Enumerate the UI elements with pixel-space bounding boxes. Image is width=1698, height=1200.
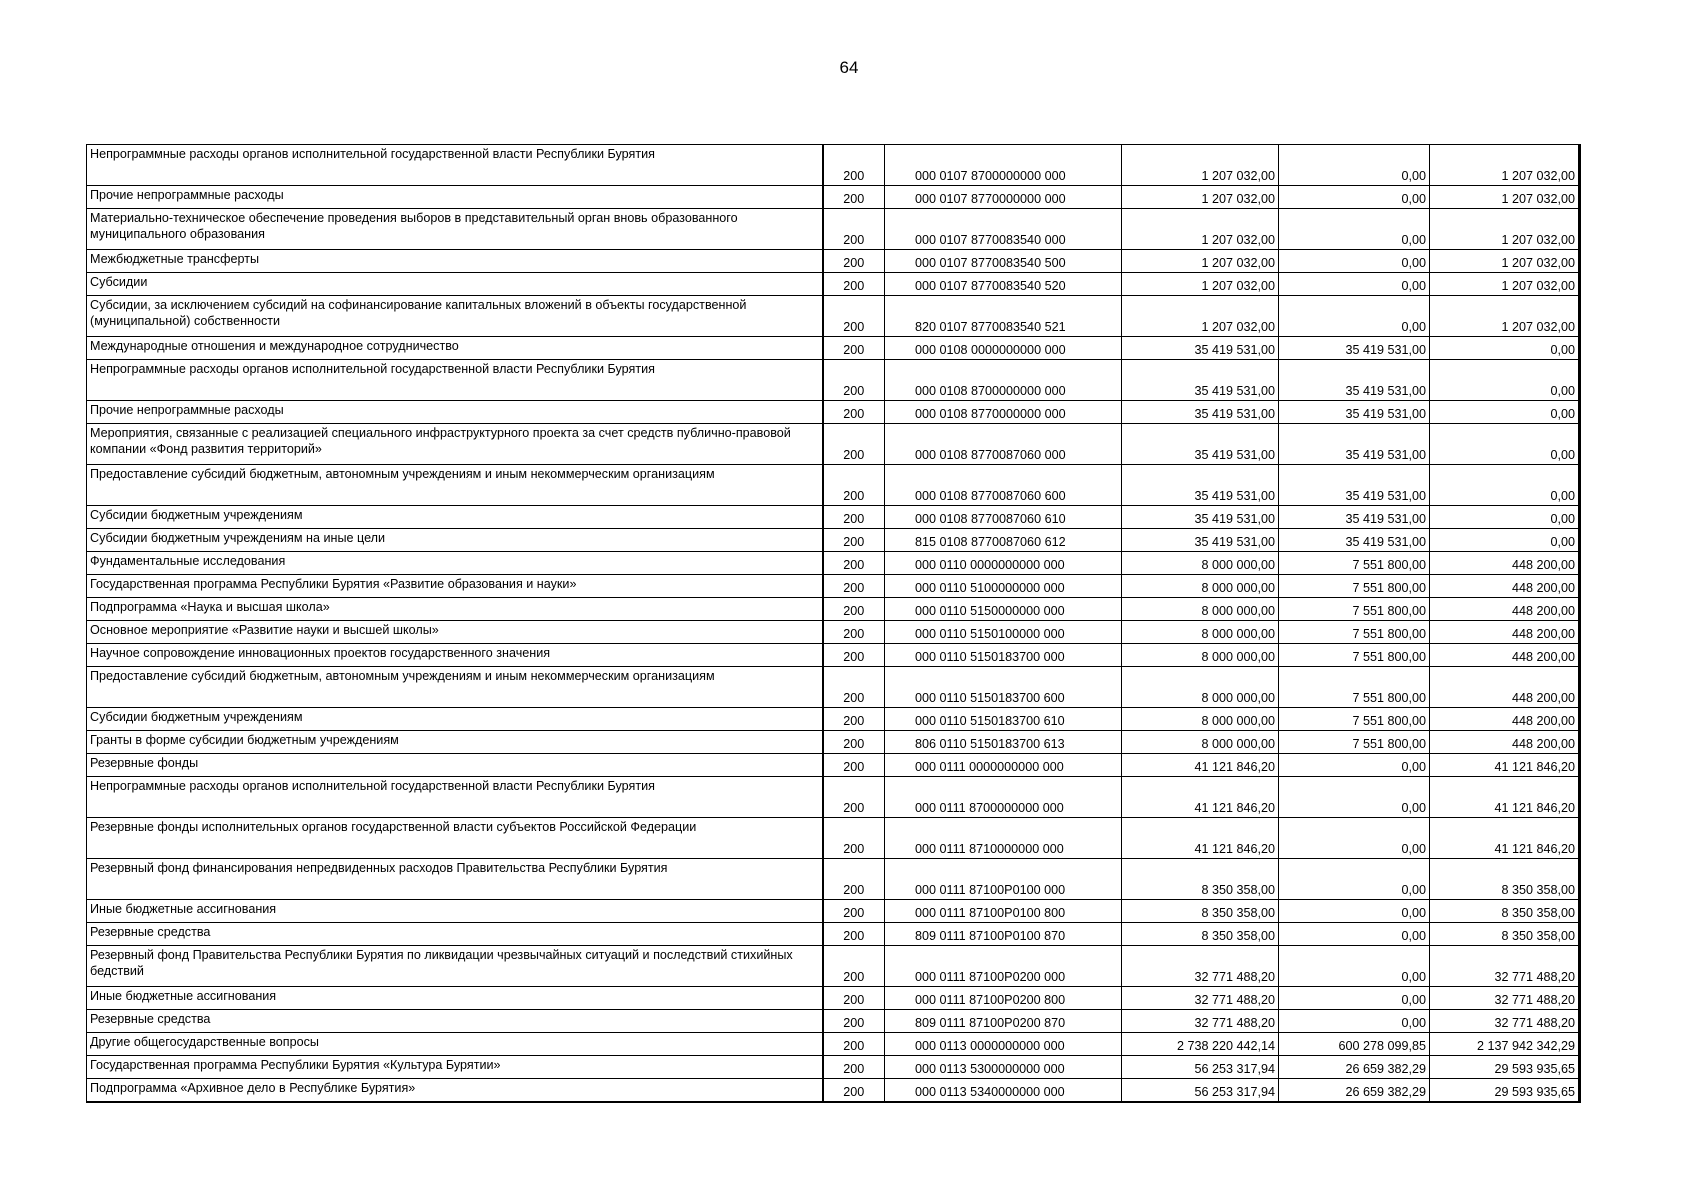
row-name: Государственная программа Республики Бурятия «Культура Бурятии» — [87, 1056, 823, 1079]
amount-total: 35 419 531,00 — [1122, 465, 1279, 506]
amount-federal: 7 551 800,00 — [1279, 644, 1430, 667]
budget-code: 000 0111 87100P0200 800 — [885, 987, 1122, 1010]
amount-republic: 448 200,00 — [1430, 644, 1580, 667]
row-name: Предоставление субсидий бюджетным, автономным учреждениям и иным некоммерческим организациям — [87, 465, 823, 506]
amount-republic: 0,00 — [1430, 424, 1580, 465]
admin-code: 200 — [823, 465, 885, 506]
budget-code: 000 0113 0000000000 000 — [885, 1033, 1122, 1056]
table-row — [87, 575, 1580, 598]
amount-total: 2 738 220 442,14 — [1122, 1033, 1279, 1056]
amount-total: 1 207 032,00 — [1122, 273, 1279, 296]
amount-total: 8 000 000,00 — [1122, 575, 1279, 598]
amount-republic: 32 771 488,20 — [1430, 1010, 1580, 1033]
amount-total: 8 000 000,00 — [1122, 621, 1279, 644]
budget-code: 000 0107 8770000000 000 — [885, 186, 1122, 209]
budget-code: 000 0108 8770087060 000 — [885, 424, 1122, 465]
table-row — [87, 360, 1580, 401]
row-name: Резервные средства — [87, 923, 823, 946]
row-name: Субсидии, за исключением субсидий на софинансирование капитальных вложений в объекты государственной (муниципальной) собственности — [87, 296, 823, 337]
amount-total: 35 419 531,00 — [1122, 401, 1279, 424]
table-row — [87, 1033, 1580, 1056]
amount-republic: 0,00 — [1430, 337, 1580, 360]
amount-republic: 0,00 — [1430, 465, 1580, 506]
amount-federal: 35 419 531,00 — [1279, 424, 1430, 465]
row-name: Предоставление субсидий бюджетным, автономным учреждениям и иным некоммерческим организациям — [87, 667, 823, 708]
amount-total: 32 771 488,20 — [1122, 1010, 1279, 1033]
admin-code: 200 — [823, 621, 885, 644]
admin-code: 200 — [823, 667, 885, 708]
amount-republic: 448 200,00 — [1430, 708, 1580, 731]
table-row — [87, 401, 1580, 424]
amount-total: 1 207 032,00 — [1122, 145, 1279, 186]
budget-code: 000 0113 5300000000 000 — [885, 1056, 1122, 1079]
admin-code: 200 — [823, 731, 885, 754]
amount-federal: 26 659 382,29 — [1279, 1079, 1430, 1102]
table-row — [87, 946, 1580, 987]
amount-federal: 7 551 800,00 — [1279, 731, 1430, 754]
budget-code: 000 0107 8770083540 500 — [885, 250, 1122, 273]
amount-republic: 2 137 942 342,29 — [1430, 1033, 1580, 1056]
amount-federal: 0,00 — [1279, 296, 1430, 337]
amount-federal: 35 419 531,00 — [1279, 337, 1430, 360]
amount-republic: 0,00 — [1430, 401, 1580, 424]
budget-code: 000 0108 8770000000 000 — [885, 401, 1122, 424]
amount-federal: 0,00 — [1279, 209, 1430, 250]
row-name: Субсидии бюджетным учреждениям — [87, 506, 823, 529]
amount-federal: 0,00 — [1279, 818, 1430, 859]
row-name: Прочие непрограммные расходы — [87, 186, 823, 209]
amount-republic: 8 350 358,00 — [1430, 859, 1580, 900]
admin-code: 200 — [823, 1010, 885, 1033]
amount-federal: 35 419 531,00 — [1279, 401, 1430, 424]
budget-table — [86, 144, 1581, 1103]
amount-total: 8 000 000,00 — [1122, 598, 1279, 621]
row-name: Субсидии бюджетным учреждениям — [87, 708, 823, 731]
budget-code: 000 0113 5340000000 000 — [885, 1079, 1122, 1102]
amount-federal: 0,00 — [1279, 145, 1430, 186]
row-name: Резервный фонд финансирования непредвиденных расходов Правительства Республики Бурятия — [87, 859, 823, 900]
row-name: Материально-техническое обеспечение проведения выборов в представительный орган вновь образованного муниципального образования — [87, 209, 823, 250]
amount-federal: 7 551 800,00 — [1279, 621, 1430, 644]
admin-code: 200 — [823, 360, 885, 401]
amount-republic: 1 207 032,00 — [1430, 273, 1580, 296]
table-row — [87, 1056, 1580, 1079]
amount-total: 56 253 317,94 — [1122, 1056, 1279, 1079]
row-name: Фундаментальные исследования — [87, 552, 823, 575]
admin-code: 200 — [823, 859, 885, 900]
table-row — [87, 250, 1580, 273]
amount-total: 8 000 000,00 — [1122, 644, 1279, 667]
admin-code: 200 — [823, 754, 885, 777]
amount-federal: 0,00 — [1279, 900, 1430, 923]
amount-total: 8 000 000,00 — [1122, 667, 1279, 708]
admin-code: 200 — [823, 250, 885, 273]
amount-federal: 7 551 800,00 — [1279, 598, 1430, 621]
row-name: Иные бюджетные ассигнования — [87, 987, 823, 1010]
amount-total: 32 771 488,20 — [1122, 946, 1279, 987]
table-row — [87, 465, 1580, 506]
row-name: Непрограммные расходы органов исполнительной государственной власти Республики Бурятия — [87, 145, 823, 186]
amount-republic: 448 200,00 — [1430, 598, 1580, 621]
budget-code: 000 0110 5150183700 000 — [885, 644, 1122, 667]
row-name: Межбюджетные трансферты — [87, 250, 823, 273]
budget-code: 000 0107 8770083540 000 — [885, 209, 1122, 250]
table-row — [87, 552, 1580, 575]
table-row — [87, 667, 1580, 708]
table-row — [87, 621, 1580, 644]
amount-federal: 0,00 — [1279, 946, 1430, 987]
amount-total: 35 419 531,00 — [1122, 424, 1279, 465]
amount-republic: 41 121 846,20 — [1430, 754, 1580, 777]
amount-federal: 600 278 099,85 — [1279, 1033, 1430, 1056]
amount-federal: 26 659 382,29 — [1279, 1056, 1430, 1079]
amount-federal: 0,00 — [1279, 754, 1430, 777]
admin-code: 200 — [823, 186, 885, 209]
amount-federal: 7 551 800,00 — [1279, 667, 1430, 708]
amount-federal: 0,00 — [1279, 987, 1430, 1010]
amount-federal: 7 551 800,00 — [1279, 708, 1430, 731]
amount-total: 35 419 531,00 — [1122, 360, 1279, 401]
amount-federal: 0,00 — [1279, 923, 1430, 946]
amount-federal: 0,00 — [1279, 273, 1430, 296]
budget-code: 000 0110 5150100000 000 — [885, 621, 1122, 644]
admin-code: 200 — [823, 644, 885, 667]
table-row — [87, 296, 1580, 337]
admin-code: 200 — [823, 209, 885, 250]
amount-total: 32 771 488,20 — [1122, 987, 1279, 1010]
amount-republic: 8 350 358,00 — [1430, 923, 1580, 946]
row-name: Подпрограмма «Архивное дело в Республике Бурятия» — [87, 1079, 823, 1102]
amount-republic: 448 200,00 — [1430, 552, 1580, 575]
amount-republic: 29 593 935,65 — [1430, 1056, 1580, 1079]
amount-total: 41 121 846,20 — [1122, 818, 1279, 859]
amount-republic: 1 207 032,00 — [1430, 296, 1580, 337]
amount-republic: 29 593 935,65 — [1430, 1079, 1580, 1102]
amount-federal: 0,00 — [1279, 859, 1430, 900]
budget-code: 000 0110 5100000000 000 — [885, 575, 1122, 598]
amount-federal: 0,00 — [1279, 250, 1430, 273]
budget-code: 000 0111 87100P0100 800 — [885, 900, 1122, 923]
table-row — [87, 900, 1580, 923]
amount-republic: 448 200,00 — [1430, 575, 1580, 598]
admin-code: 200 — [823, 987, 885, 1010]
table-body — [87, 145, 1580, 1102]
admin-code: 200 — [823, 296, 885, 337]
row-name: Субсидии — [87, 273, 823, 296]
amount-republic: 32 771 488,20 — [1430, 987, 1580, 1010]
admin-code: 200 — [823, 529, 885, 552]
amount-republic: 32 771 488,20 — [1430, 946, 1580, 987]
amount-republic: 1 207 032,00 — [1430, 250, 1580, 273]
table-row — [87, 529, 1580, 552]
amount-federal: 7 551 800,00 — [1279, 575, 1430, 598]
admin-code: 200 — [823, 337, 885, 360]
admin-code: 200 — [823, 1033, 885, 1056]
amount-republic: 1 207 032,00 — [1430, 145, 1580, 186]
admin-code: 200 — [823, 401, 885, 424]
row-name: Резервный фонд Правительства Республики Бурятия по ликвидации чрезвычайных ситуаций и последствий стихийных бедствий — [87, 946, 823, 987]
amount-total: 41 121 846,20 — [1122, 754, 1279, 777]
table-row — [87, 708, 1580, 731]
admin-code: 200 — [823, 923, 885, 946]
amount-total: 1 207 032,00 — [1122, 209, 1279, 250]
admin-code: 200 — [823, 145, 885, 186]
row-name: Основное мероприятие «Развитие науки и высшей школы» — [87, 621, 823, 644]
budget-code: 000 0111 8710000000 000 — [885, 818, 1122, 859]
table-row — [87, 859, 1580, 900]
budget-code: 809 0111 87100P0200 870 — [885, 1010, 1122, 1033]
budget-code: 000 0108 0000000000 000 — [885, 337, 1122, 360]
amount-total: 1 207 032,00 — [1122, 250, 1279, 273]
amount-republic: 1 207 032,00 — [1430, 209, 1580, 250]
amount-total: 8 350 358,00 — [1122, 859, 1279, 900]
admin-code: 200 — [823, 818, 885, 859]
amount-republic: 0,00 — [1430, 360, 1580, 401]
table-row — [87, 145, 1580, 186]
amount-republic: 448 200,00 — [1430, 731, 1580, 754]
table-row — [87, 209, 1580, 250]
admin-code: 200 — [823, 506, 885, 529]
budget-code: 000 0111 8700000000 000 — [885, 777, 1122, 818]
amount-republic: 448 200,00 — [1430, 621, 1580, 644]
admin-code: 200 — [823, 946, 885, 987]
table-row — [87, 1010, 1580, 1033]
amount-federal: 35 419 531,00 — [1279, 529, 1430, 552]
amount-total: 8 000 000,00 — [1122, 708, 1279, 731]
table-row — [87, 754, 1580, 777]
budget-code: 000 0111 87100P0200 000 — [885, 946, 1122, 987]
row-name: Субсидии бюджетным учреждениям на иные цели — [87, 529, 823, 552]
table-row — [87, 731, 1580, 754]
table-row — [87, 987, 1580, 1010]
amount-republic: 448 200,00 — [1430, 667, 1580, 708]
budget-code: 820 0107 8770083540 521 — [885, 296, 1122, 337]
admin-code: 200 — [823, 1056, 885, 1079]
budget-code: 806 0110 5150183700 613 — [885, 731, 1122, 754]
amount-total: 8 000 000,00 — [1122, 731, 1279, 754]
table-row — [87, 186, 1580, 209]
row-name: Резервные фонды — [87, 754, 823, 777]
admin-code: 200 — [823, 273, 885, 296]
row-name: Непрограммные расходы органов исполнительной государственной власти Республики Бурятия — [87, 777, 823, 818]
amount-federal: 0,00 — [1279, 186, 1430, 209]
amount-federal: 35 419 531,00 — [1279, 360, 1430, 401]
row-name: Резервные средства — [87, 1010, 823, 1033]
row-name: Иные бюджетные ассигнования — [87, 900, 823, 923]
page-number: 64 — [839, 58, 859, 77]
budget-code: 000 0110 5150000000 000 — [885, 598, 1122, 621]
budget-code: 000 0110 0000000000 000 — [885, 552, 1122, 575]
amount-republic: 0,00 — [1430, 506, 1580, 529]
amount-total: 8 350 358,00 — [1122, 923, 1279, 946]
budget-code: 000 0108 8770087060 600 — [885, 465, 1122, 506]
amount-republic: 0,00 — [1430, 529, 1580, 552]
admin-code: 200 — [823, 1079, 885, 1102]
amount-total: 35 419 531,00 — [1122, 506, 1279, 529]
row-name: Международные отношения и международное сотрудничество — [87, 337, 823, 360]
amount-total: 56 253 317,94 — [1122, 1079, 1279, 1102]
budget-code: 000 0108 8700000000 000 — [885, 360, 1122, 401]
amount-total: 1 207 032,00 — [1122, 296, 1279, 337]
budget-code: 000 0111 0000000000 000 — [885, 754, 1122, 777]
admin-code: 200 — [823, 424, 885, 465]
budget-code: 000 0107 8700000000 000 — [885, 145, 1122, 186]
budget-code: 000 0110 5150183700 600 — [885, 667, 1122, 708]
row-name: Научное сопровождение инновационных проектов государственного значения — [87, 644, 823, 667]
row-name: Другие общегосударственные вопросы — [87, 1033, 823, 1056]
budget-code: 815 0108 8770087060 612 — [885, 529, 1122, 552]
row-name: Прочие непрограммные расходы — [87, 401, 823, 424]
row-name: Мероприятия, связанные с реализацией специального инфраструктурного проекта за счет средств публично-правовой компании «Фонд развития территорий» — [87, 424, 823, 465]
amount-republic: 41 121 846,20 — [1430, 777, 1580, 818]
table-row — [87, 1079, 1580, 1102]
table-row — [87, 777, 1580, 818]
amount-federal: 0,00 — [1279, 1010, 1430, 1033]
amount-total: 8 000 000,00 — [1122, 552, 1279, 575]
budget-code: 000 0111 87100P0100 000 — [885, 859, 1122, 900]
amount-federal: 35 419 531,00 — [1279, 465, 1430, 506]
budget-code: 000 0110 5150183700 610 — [885, 708, 1122, 731]
row-name: Непрограммные расходы органов исполнительной государственной власти Республики Бурятия — [87, 360, 823, 401]
amount-federal: 0,00 — [1279, 777, 1430, 818]
budget-code: 000 0108 8770087060 610 — [885, 506, 1122, 529]
amount-republic: 41 121 846,20 — [1430, 818, 1580, 859]
amount-total: 1 207 032,00 — [1122, 186, 1279, 209]
amount-total: 8 350 358,00 — [1122, 900, 1279, 923]
admin-code: 200 — [823, 598, 885, 621]
table-row — [87, 506, 1580, 529]
budget-code: 000 0107 8770083540 520 — [885, 273, 1122, 296]
table-row — [87, 644, 1580, 667]
row-name: Гранты в форме субсидии бюджетным учреждениям — [87, 731, 823, 754]
table-row — [87, 337, 1580, 360]
table-row — [87, 598, 1580, 621]
table-row — [87, 273, 1580, 296]
budget-code: 809 0111 87100P0100 870 — [885, 923, 1122, 946]
row-name: Государственная программа Республики Бурятия «Развитие образования и науки» — [87, 575, 823, 598]
table-row — [87, 923, 1580, 946]
admin-code: 200 — [823, 900, 885, 923]
admin-code: 200 — [823, 552, 885, 575]
amount-total: 35 419 531,00 — [1122, 337, 1279, 360]
amount-republic: 1 207 032,00 — [1430, 186, 1580, 209]
row-name: Подпрограмма «Наука и высшая школа» — [87, 598, 823, 621]
amount-republic: 8 350 358,00 — [1430, 900, 1580, 923]
admin-code: 200 — [823, 777, 885, 818]
amount-federal: 7 551 800,00 — [1279, 552, 1430, 575]
amount-total: 35 419 531,00 — [1122, 529, 1279, 552]
table-row — [87, 424, 1580, 465]
amount-federal: 35 419 531,00 — [1279, 506, 1430, 529]
amount-total: 41 121 846,20 — [1122, 777, 1279, 818]
admin-code: 200 — [823, 575, 885, 598]
table-row — [87, 818, 1580, 859]
row-name: Резервные фонды исполнительных органов государственной власти субъектов Российской Федерации — [87, 818, 823, 859]
admin-code: 200 — [823, 708, 885, 731]
